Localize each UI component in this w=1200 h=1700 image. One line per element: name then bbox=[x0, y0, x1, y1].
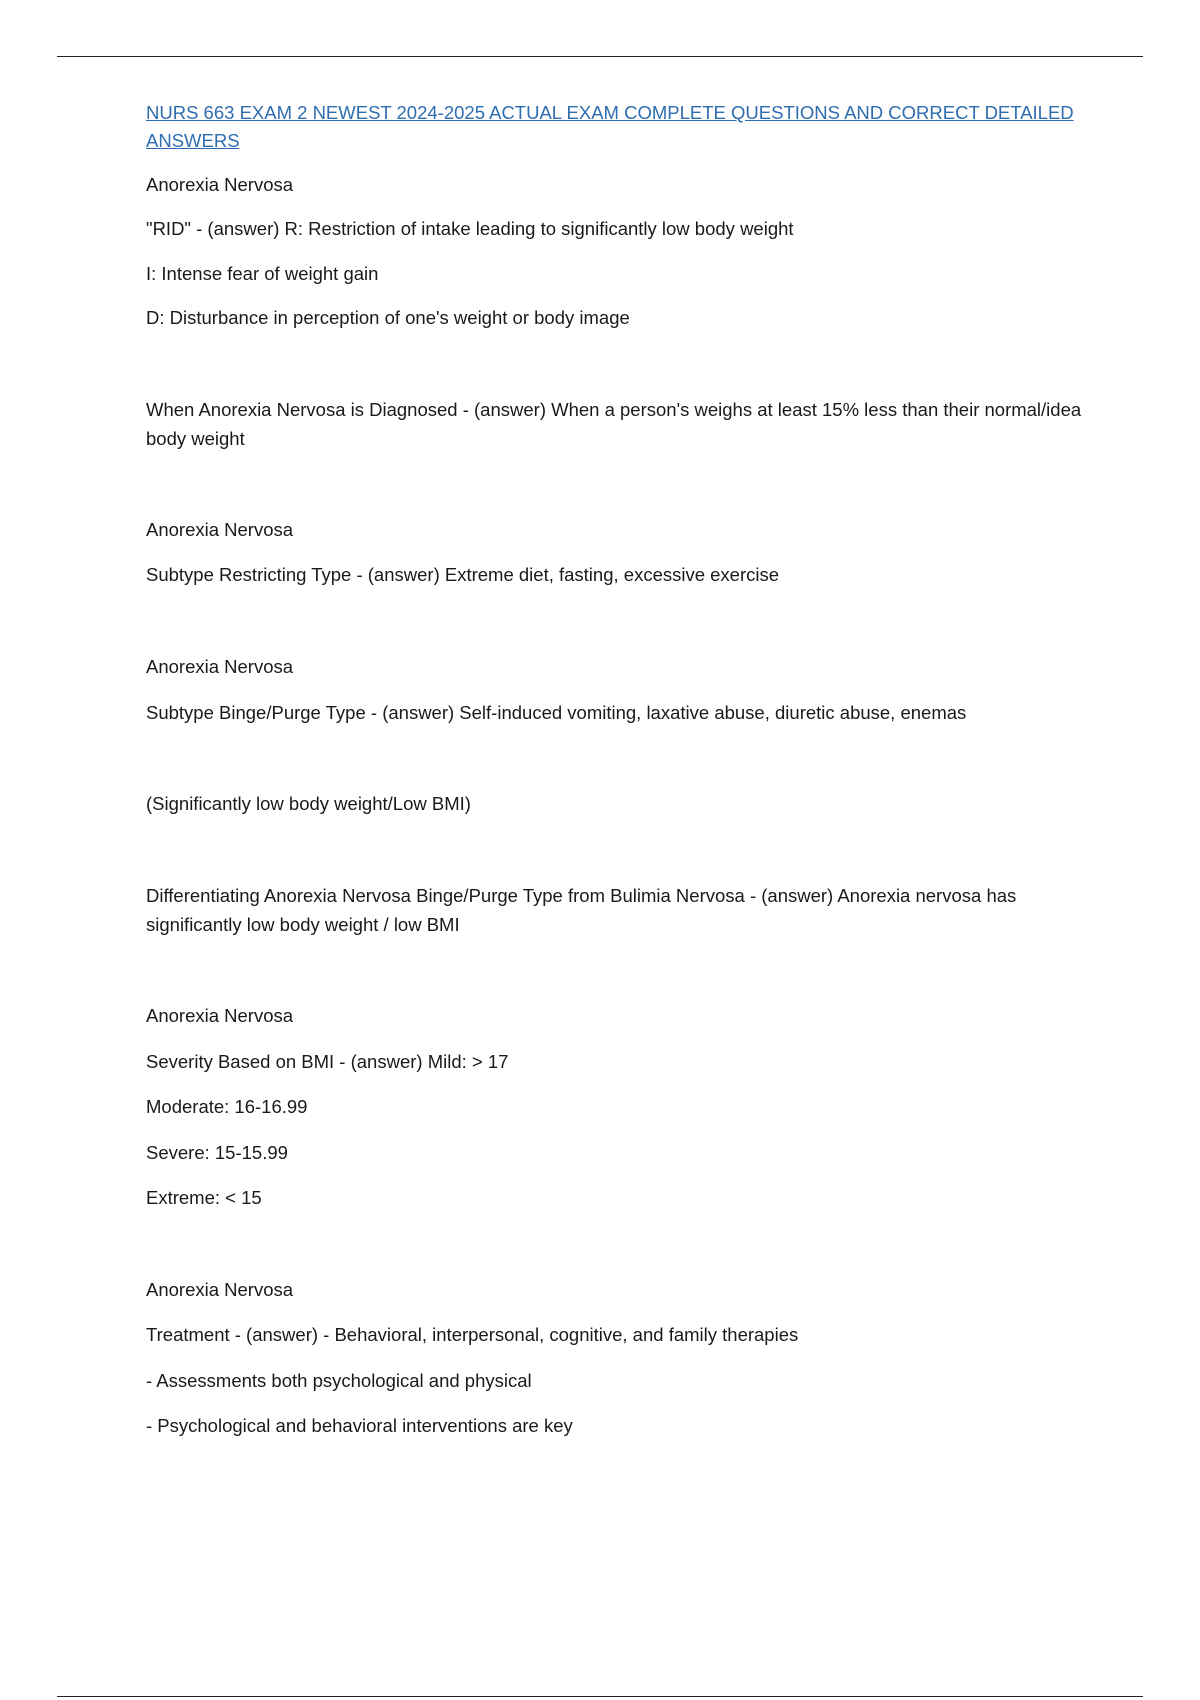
card-6-term: Anorexia Nervosa bbox=[146, 1005, 294, 1026]
card-7-definition: Treatment - (answer) - Behavioral, interpersonal, cognitive, and family therapies bbox=[146, 1324, 799, 1345]
card-1-definition-line-2: I: Intense fear of weight gain bbox=[146, 263, 379, 284]
card-5: Differentiating Anorexia Nervosa Binge/Purge Type from Bulimia Nervosa - (answer) Anorexia nervosa has significantly low body weight / low BMI bbox=[146, 885, 1017, 935]
document-title-link[interactable]: NURS 663 EXAM 2 NEWEST 2024-2025 ACTUAL EXAM COMPLETE QUESTIONS AND CORRECT DETAILED ANSWERS bbox=[146, 102, 1074, 151]
document-page bbox=[146, 99, 1086, 1440]
card-4-term: Anorexia Nervosa bbox=[146, 656, 294, 677]
card-3-definition: Subtype Restricting Type - (answer) Extreme diet, fasting, excessive exercise bbox=[146, 564, 780, 585]
card-3-term: Anorexia Nervosa bbox=[146, 519, 294, 540]
note-line: (Significantly low body weight/Low BMI) bbox=[146, 793, 471, 814]
card-7-term: Anorexia Nervosa bbox=[146, 1279, 294, 1300]
card-7-definition-line-2: - Assessments both psychological and physical bbox=[146, 1370, 532, 1391]
card-1-definition-line-3: D: Disturbance in perception of one's weight or body image bbox=[146, 307, 630, 328]
card-6-definition-line-2: Moderate: 16-16.99 bbox=[146, 1096, 308, 1117]
card-7-definition-line-3: - Psychological and behavioral interventions are key bbox=[146, 1415, 573, 1436]
card-6-definition-line-3: Severe: 15-15.99 bbox=[146, 1142, 288, 1163]
card-1-definition: "RID" - (answer) R: Restriction of intake leading to significantly low body weight bbox=[146, 218, 794, 239]
card-6-definition: Severity Based on BMI - (answer) Mild: > 17 bbox=[146, 1051, 509, 1072]
card-1-term: Anorexia Nervosa bbox=[146, 174, 294, 195]
top-rule bbox=[57, 56, 1143, 57]
bottom-rule bbox=[57, 1696, 1143, 1697]
card-4-definition: Subtype Binge/Purge Type - (answer) Self-induced vomiting, laxative abuse, diuretic abuse, enemas bbox=[146, 702, 967, 723]
card-2: When Anorexia Nervosa is Diagnosed - (answer) When a person's weighs at least 15% less than their normal/idea body weight bbox=[146, 399, 1082, 449]
card-6-definition-line-4: Extreme: < 15 bbox=[146, 1187, 262, 1208]
